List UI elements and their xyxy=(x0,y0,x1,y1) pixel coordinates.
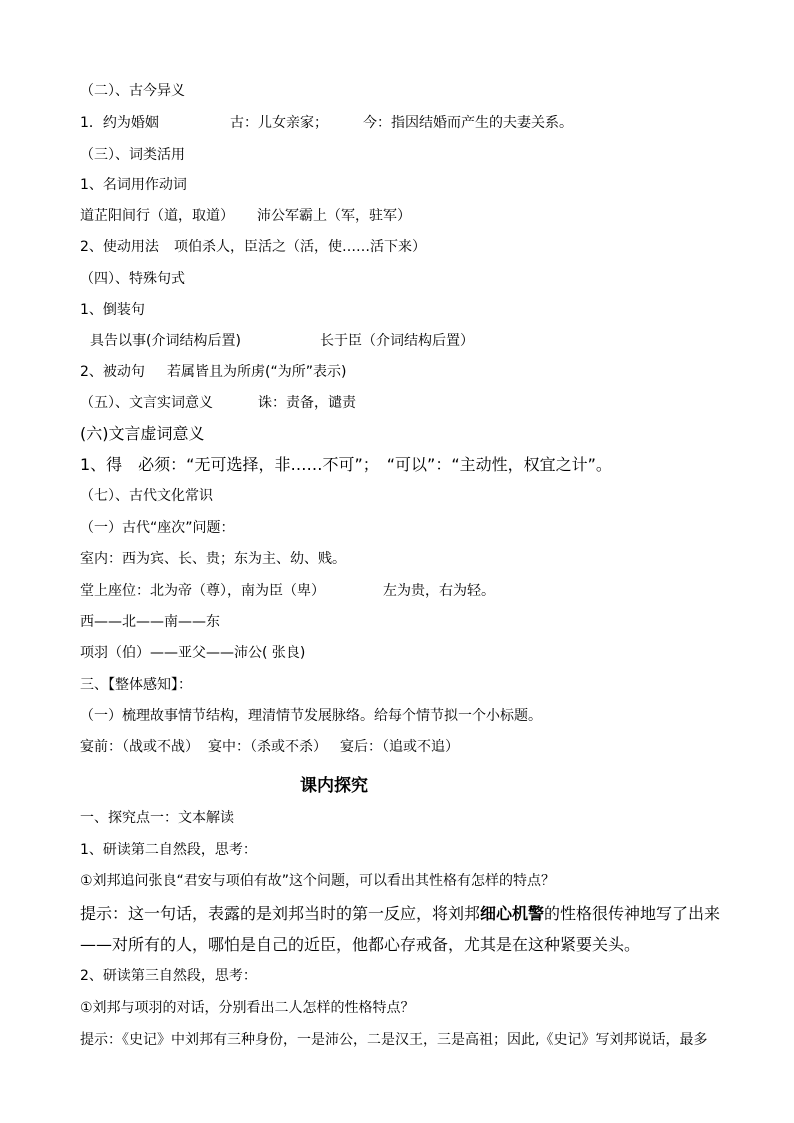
function-word-item: 1、得 必须：“无可选择，非……不可”； “可以”：“主动性，权宜之计”。 xyxy=(80,455,612,474)
heading-culture: （七）、古代文化常识 xyxy=(80,488,213,504)
term: 1．约为婚姻 xyxy=(80,115,159,131)
question-2: ①刘邦与项羽的对话，分别看出二人怎样的性格特点？ xyxy=(80,1000,415,1016)
seating-hall xyxy=(80,581,680,601)
answer-text: 的性格很传神地写了出来 xyxy=(544,904,721,923)
answer-text: 提示：这一句话，表露的是刘邦当时的第一反应，将刘邦 xyxy=(80,904,481,923)
heading-overall: 三、【整体感知】： xyxy=(80,677,192,693)
answer-2: 提示：《史记》中刘邦有三种身份，一是沛公，二是汉王，三是高祖；因此,《史记》写刘邦说话，最多 xyxy=(80,1032,708,1048)
answer-1 xyxy=(80,903,720,925)
answer-1-continued: ——对所有的人，哪怕是自己的近臣，他都心存戒备，尤其是在这种紧要关头。 xyxy=(80,935,641,954)
example: 诛：责备，谴责 xyxy=(258,395,356,411)
noun-as-verb-examples xyxy=(80,206,680,226)
heading-content-words: （五）、文言实词意义 xyxy=(80,395,213,411)
passive-sentence xyxy=(80,362,680,382)
seating-people: 项羽（伯）——亚父——沛公( 张良) xyxy=(80,645,306,661)
stage-after: 宴后：（追或不追） xyxy=(340,739,459,755)
heading-word-class: （三）、词类活用 xyxy=(80,147,185,163)
example: 道芷阳间行（道，取道） xyxy=(80,208,234,224)
stage-during: 宴中：（杀或不杀） xyxy=(208,739,327,755)
heading-function-words: (六)文言虚词意义 xyxy=(80,424,205,443)
example: 具告以事(介词结构后置) xyxy=(90,333,241,349)
subheading-inverted: 1、倒装句 xyxy=(80,302,145,318)
example: 项伯杀人，臣活之（活，使……活下来） xyxy=(174,239,426,255)
heading-ancient-modern: （二）、古今异义 xyxy=(80,83,185,99)
seating-indoor: 室内：西为宾、长、贵；东为主、幼、贱。 xyxy=(80,551,346,567)
subheading-para3: 2、研读第三自然段，思考： xyxy=(80,968,257,984)
content-word-meaning xyxy=(80,393,680,413)
stage-before: 宴前：（战或不战） xyxy=(80,739,199,755)
causative-usage xyxy=(80,237,680,257)
ancient-meaning: 古：儿女亲家； xyxy=(230,115,328,131)
subheading-para2: 1、研读第二自然段，思考： xyxy=(80,842,257,858)
example: 若属皆且为所虏(“为所”表示) xyxy=(167,364,347,380)
hall-rule: 堂上座位：北为帝（尊），南为臣（卑） xyxy=(80,583,325,599)
inverted-examples xyxy=(80,331,680,351)
answer-emphasis: 细心机警 xyxy=(480,904,545,923)
example: 沛公军霸上（军，驻军） xyxy=(257,208,411,224)
section-title: 课内探究 xyxy=(300,776,368,796)
plot-stages xyxy=(80,737,680,757)
example: 长于臣（介词结构后置） xyxy=(320,333,474,349)
subheading-noun-as-verb: 1、名词用作动词 xyxy=(80,177,187,193)
ancient-modern-item xyxy=(80,113,700,133)
question-1: ①刘邦追问张良“君安与项伯有故”这个问题，可以看出其性格有怎样的特点？ xyxy=(80,873,556,889)
hall-rule: 左为贵，右为轻。 xyxy=(383,583,495,599)
heading-special-sentences: （四）、特殊句式 xyxy=(80,271,185,287)
heading-explore: 一、探究点一：文本解读 xyxy=(80,810,234,826)
seating-order: 西——北——南——东 xyxy=(80,614,220,630)
modern-meaning: 今：指因结婚而产生的夫妻关系。 xyxy=(363,115,573,131)
subheading-seating: （一）古代“座次”问题： xyxy=(80,520,235,536)
overall-task: （一）梳理故事情节结构，理清情节发展脉络。给每个情节拟一个小标题。 xyxy=(80,708,542,724)
subheading-passive: 2、被动句 xyxy=(80,364,145,380)
subheading-causative: 2、使动用法 xyxy=(80,239,159,255)
